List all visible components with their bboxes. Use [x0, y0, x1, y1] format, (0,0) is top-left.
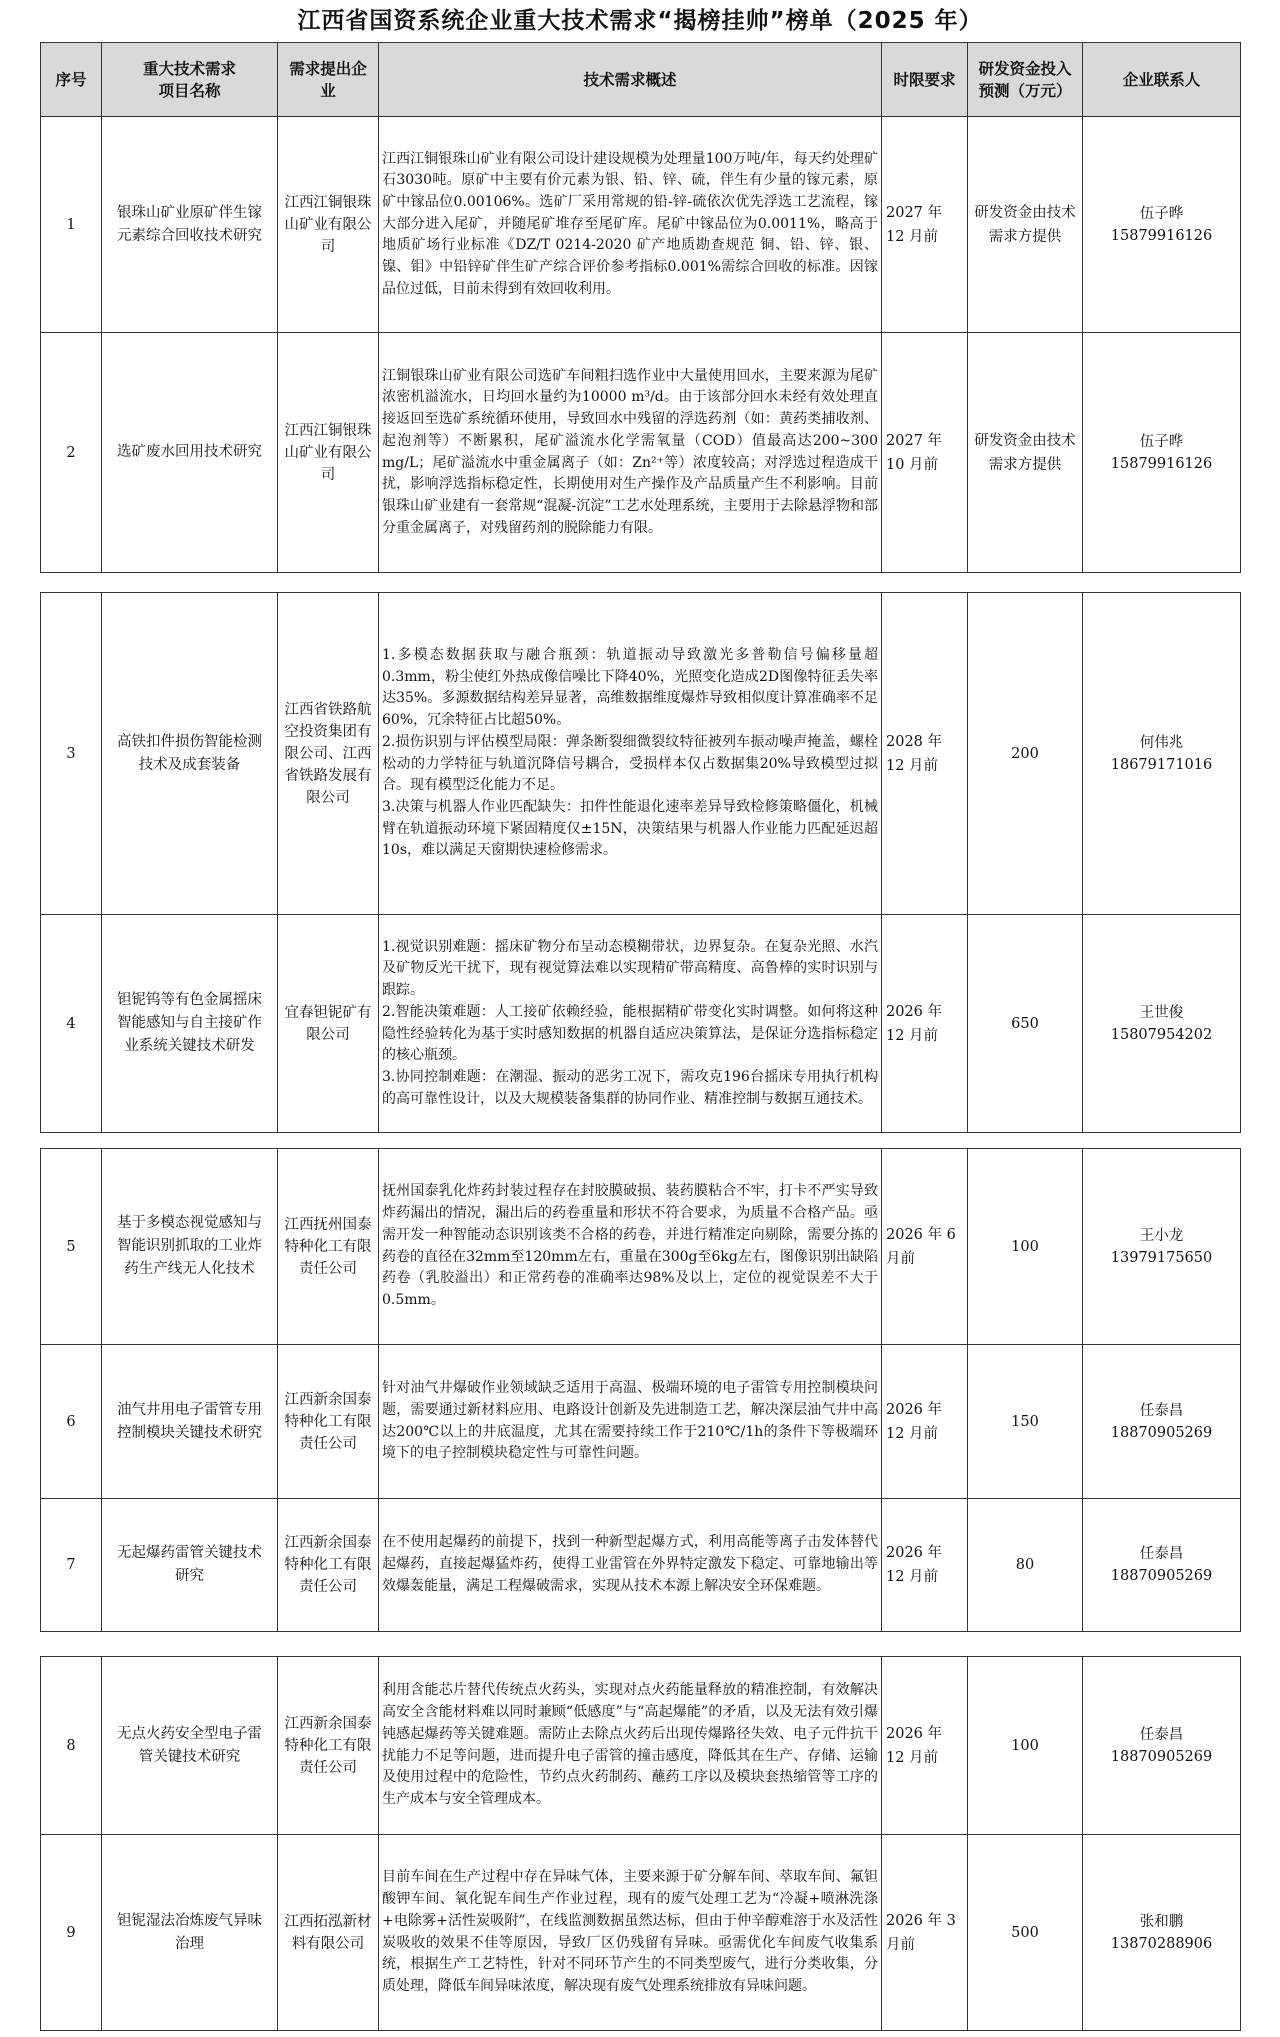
row-company: 江西江铜银珠山矿业有限公司	[278, 333, 379, 573]
contact-name: 张和鹏	[1139, 1913, 1184, 1930]
row-deadline: 2026 年 6 月前	[882, 1149, 968, 1345]
row-company: 江西拓泓新材料有限公司	[278, 1835, 379, 2031]
row-no: 9	[41, 1835, 102, 2031]
contact-name: 王世俊	[1139, 1004, 1184, 1021]
requirements-table-part-2	[40, 592, 1241, 1133]
requirements-table-part-4	[40, 1656, 1241, 2031]
document-title: 江西省国资系统企业重大技术需求“揭榜挂帅”榜单（2025 年）	[297, 8, 983, 34]
requirements-table-part-3	[40, 1148, 1241, 1632]
row-project: 无起爆药雷管关键技术研究	[102, 1499, 278, 1632]
row-fund: 650	[968, 915, 1083, 1133]
row-fund: 100	[968, 1149, 1083, 1345]
row-deadline: 2026 年 12 月前	[882, 1345, 968, 1499]
row-company: 江西新余国泰特种化工有限责任公司	[278, 1345, 379, 1499]
row-no: 7	[41, 1499, 102, 1632]
contact-phone: 18679171016	[1110, 756, 1213, 773]
row-no: 5	[41, 1149, 102, 1345]
table-row	[41, 1149, 1241, 1345]
table-row	[41, 117, 1241, 333]
table-row	[41, 1345, 1241, 1499]
row-project: 高铁扣件损伤智能检测技术及成套装备	[102, 593, 278, 915]
table-row	[41, 1499, 1241, 1632]
contact-name: 王小龙	[1139, 1227, 1184, 1244]
row-contact	[1083, 593, 1241, 915]
row-deadline: 2026 年 3 月前	[882, 1835, 968, 2031]
row-description: 针对油气井爆破作业领域缺乏适用于高温、极端环境的电子雷管专用控制模块问题，需要通过新材料应用、电路设计创新及先进制造工艺，解决深层油气井中高达200℃以上的井底温度，尤其在需要持续工作于210℃/1h的条件下等极端环境下的电子控制模块稳定性与可靠性问题。	[379, 1345, 882, 1499]
row-contact	[1083, 1657, 1241, 1835]
header-fund: 研发资金投入 预测（万元）	[968, 43, 1083, 117]
row-description: 1.视觉识别难题：摇床矿物分布呈动态模糊带状，边界复杂。在复杂光照、水汽及矿物反光干扰下，现有视觉算法难以实现精矿带高精度、高鲁棒的实时识别与跟踪。 2.智能决策难题：人工接矿依赖经验，能根据精矿带变化实时调整。如何将这种隐性经验转化为基于实时感知数据的机器自适应决策算法，是保证分选指标稳定的核心瓶颈。 3.协同控制难题：在潮湿、振动的恶劣工况下，需攻克196台摇床专用执行机构的高可靠性设计，以及大规模装备集群的协同作业、精准控制与数据互通技术。	[379, 915, 882, 1133]
row-fund: 500	[968, 1835, 1083, 2031]
row-fund: 100	[968, 1657, 1083, 1835]
row-no: 3	[41, 593, 102, 915]
row-fund: 200	[968, 593, 1083, 915]
row-no: 1	[41, 117, 102, 333]
row-project: 油气井用电子雷管专用控制模块关键技术研究	[102, 1345, 278, 1499]
row-deadline: 2026 年 12 月前	[882, 915, 968, 1133]
table-row	[41, 333, 1241, 573]
row-deadline: 2028 年 12 月前	[882, 593, 968, 915]
contact-phone: 15879916126	[1110, 227, 1213, 244]
row-company: 江西新余国泰特种化工有限责任公司	[278, 1657, 379, 1835]
row-project: 钽铌钨等有色金属摇床智能感知与自主接矿作业系统关键技术研发	[102, 915, 278, 1133]
table-row	[41, 915, 1241, 1133]
requirements-table-part-1	[40, 42, 1241, 573]
row-deadline: 2026 年 12 月前	[882, 1657, 968, 1835]
row-project: 选矿废水回用技术研究	[102, 333, 278, 573]
row-contact	[1083, 915, 1241, 1133]
row-description: 目前车间在生产过程中存在异味气体，主要来源于矿分解车间、萃取车间、氟钽酸钾车间、氧化铌车间生产作业过程，现有的废气处理工艺为“冷凝+喷淋洗涤+电除雾+活性炭吸附”，在线监测数据虽然达标，但由于仲辛醇难溶于水及活性炭吸收的效果不佳等原因，导致厂区仍残留有异味。亟需优化车间废气收集系统，根据生产工艺特性，针对不同环节产生的不同类型废气，进行分类收集，分质处理，降低车间异味浓度，解决现有废气处理系统排放有异味问题。	[379, 1835, 882, 2031]
row-no: 6	[41, 1345, 102, 1499]
row-company: 江西新余国泰特种化工有限责任公司	[278, 1499, 379, 1632]
header-no: 序号	[41, 43, 102, 117]
contact-phone: 13979175650	[1110, 1249, 1213, 1266]
contact-phone: 15807954202	[1110, 1026, 1213, 1043]
row-description: 抚州国泰乳化炸药封装过程存在封胶膜破损、装药膜粘合不牢，打卡不严实导致炸药漏出的情况，漏出后的药卷重量和形状不符合要求，为质量不合格产品。亟需开发一种智能动态识别该类不合格的药卷，并进行精准定向剔除，需要分拣的药卷的直径在32mm至120mm左右，重量在300g至6kg左右，图像识别出缺陷药卷（乳胶溢出）和正常药卷的准确率达98%及以上，定位的视觉误差不大于0.5mm。	[379, 1149, 882, 1345]
row-project: 钽铌湿法冶炼废气异味治理	[102, 1835, 278, 2031]
row-company: 江西省铁路航空投资集团有限公司、江西省铁路发展有限公司	[278, 593, 379, 915]
contact-name: 伍子晔	[1139, 205, 1184, 222]
table-header-row	[41, 43, 1241, 117]
header-project: 重大技术需求 项目名称	[102, 43, 278, 117]
contact-phone: 15879916126	[1110, 455, 1213, 472]
row-fund: 80	[968, 1499, 1083, 1632]
table-row	[41, 1835, 1241, 2031]
table-row	[41, 593, 1241, 915]
table-row	[41, 1657, 1241, 1835]
contact-name: 任泰昌	[1139, 1402, 1184, 1419]
row-no: 4	[41, 915, 102, 1133]
header-contact: 企业联系人	[1083, 43, 1241, 117]
header-deadline: 时限要求	[882, 43, 968, 117]
contact-name: 伍子晔	[1139, 433, 1184, 450]
row-deadline: 2027 年 10 月前	[882, 333, 968, 573]
contact-phone: 18870905269	[1110, 1748, 1213, 1765]
row-company: 江西抚州国泰特种化工有限责任公司	[278, 1149, 379, 1345]
row-fund: 研发资金由技术需求方提供	[968, 117, 1083, 333]
row-contact	[1083, 1149, 1241, 1345]
row-project: 基于多模态视觉感知与智能识别抓取的工业炸药生产线无人化技术	[102, 1149, 278, 1345]
row-contact	[1083, 1835, 1241, 2031]
row-description: 1.多模态数据获取与融合瓶颈：轨道振动导致激光多普勒信号偏移量超0.3mm，粉尘使红外热成像信噪比下降40%，光照变化造成2D图像特征丢失率达35%。多源数据结构差异显著，高维数据维度爆炸导致相似度计算准确率不足60%，冗余特征占比超50%。 2.损伤识别与评估模型局限：弹条断裂细微裂纹特征被列车振动噪声掩盖，螺栓松动的力学特征与轨道沉降信号耦合，受损样本仅占数据集20%导致模型过拟合。现有模型泛化能力不足。 3.决策与机器人作业匹配缺失：扣件性能退化速率差异导致检修策略僵化，机械臂在轨道振动环境下紧固精度仅±15N，决策结果与机器人作业能力匹配延迟超10s，难以满足天窗期快速检修需求。	[379, 593, 882, 915]
row-fund: 研发资金由技术需求方提供	[968, 333, 1083, 573]
row-project: 银珠山矿业原矿伴生镓元素综合回收技术研究	[102, 117, 278, 333]
row-contact	[1083, 1345, 1241, 1499]
header-company: 需求提出企 业	[278, 43, 379, 117]
row-description: 江西江铜银珠山矿业有限公司设计建设规模为处理量100万吨/年，每天约处理矿石3030吨。原矿中主要有价元素为银、铅、锌、硫，伴生有少量的镓元素，原矿中镓品位0.00106%。选矿厂采用常规的铅-锌-硫依次优先浮选工艺流程，镓大部分进入尾矿，并随尾矿堆存至尾矿库。尾矿中镓品位为0.0011%，略高于地质矿场行业标准《DZ/T 0214-2020 矿产地质勘查规范 铜、铅、锌、银、镍、钼》中铅锌矿伴生矿产综合评价参考指标0.001%需综合回收的标准。因镓品位过低，目前未得到有效回收利用。	[379, 117, 882, 333]
contact-phone: 18870905269	[1110, 1424, 1213, 1441]
contact-name: 何伟兆	[1139, 734, 1184, 751]
contact-phone: 13870288906	[1110, 1935, 1213, 1952]
contact-phone: 18870905269	[1110, 1568, 1213, 1584]
contact-name: 任泰昌	[1139, 1726, 1184, 1743]
row-company: 江西江铜银珠山矿业有限公司	[278, 117, 379, 333]
row-deadline: 2026 年 12 月前	[882, 1499, 968, 1632]
row-no: 8	[41, 1657, 102, 1835]
row-fund: 150	[968, 1345, 1083, 1499]
row-no: 2	[41, 333, 102, 573]
row-project: 无点火药安全型电子雷管关键技术研究	[102, 1657, 278, 1835]
header-description: 技术需求概述	[379, 43, 882, 117]
row-description: 江铜银珠山矿业有限公司选矿车间粗扫选作业中大量使用回水，主要来源为尾矿浓密机溢流水，日均回水量约为10000 m³/d。由于该部分回水未经有效处理直接返回至选矿系统循环使用，导致回水中残留的浮选药剂（如：黄药类捕收剂、起泡剂等）不断累积，尾矿溢流水化学需氧量（COD）值最高达200~300 mg/L；尾矿溢流水中重金属离子（如：Zn²⁺等）浓度较高；对浮选过程造成干扰，影响浮选指标稳定性，长期使用对生产操作及产品质量产生不利影响。目前银珠山矿业建有一套常规“混凝-沉淀”工艺水处理系统，主要用于去除悬浮物和部分重金属离子，对残留药剂的脱除能力有限。	[379, 333, 882, 573]
row-deadline: 2027 年 12 月前	[882, 117, 968, 333]
contact-name: 任泰昌	[1139, 1546, 1184, 1562]
row-description: 利用含能芯片替代传统点火药头，实现对点火药能量释放的精准控制，有效解决高安全含能材料难以同时兼顾“低感度”与“高起爆能”的矛盾，以及无法有效引爆钝感起爆药等关键难题。需防止去除点火药后出现传爆路径失效、电子元件抗干扰能力不足等问题，进而提升电子雷管的撞击感度，降低其在生产、存储、运输及使用过程中的危险性，节约点火药制药、蘸药工序以及模块套热缩管等工序的生产成本与安全管理成本。	[379, 1657, 882, 1835]
row-contact	[1083, 333, 1241, 573]
row-company: 宜春钽铌矿有限公司	[278, 915, 379, 1133]
row-contact	[1083, 1499, 1241, 1632]
row-description: 在不使用起爆药的前提下，找到一种新型起爆方式，利用高能等离子击发体替代起爆药，直接起爆猛炸药，使得工业雷管在外界特定激发下稳定、可靠地输出等效爆轰能量，满足工程爆破需求，实现从技术本源上解决安全环保难题。	[379, 1499, 882, 1632]
row-contact	[1083, 117, 1241, 333]
